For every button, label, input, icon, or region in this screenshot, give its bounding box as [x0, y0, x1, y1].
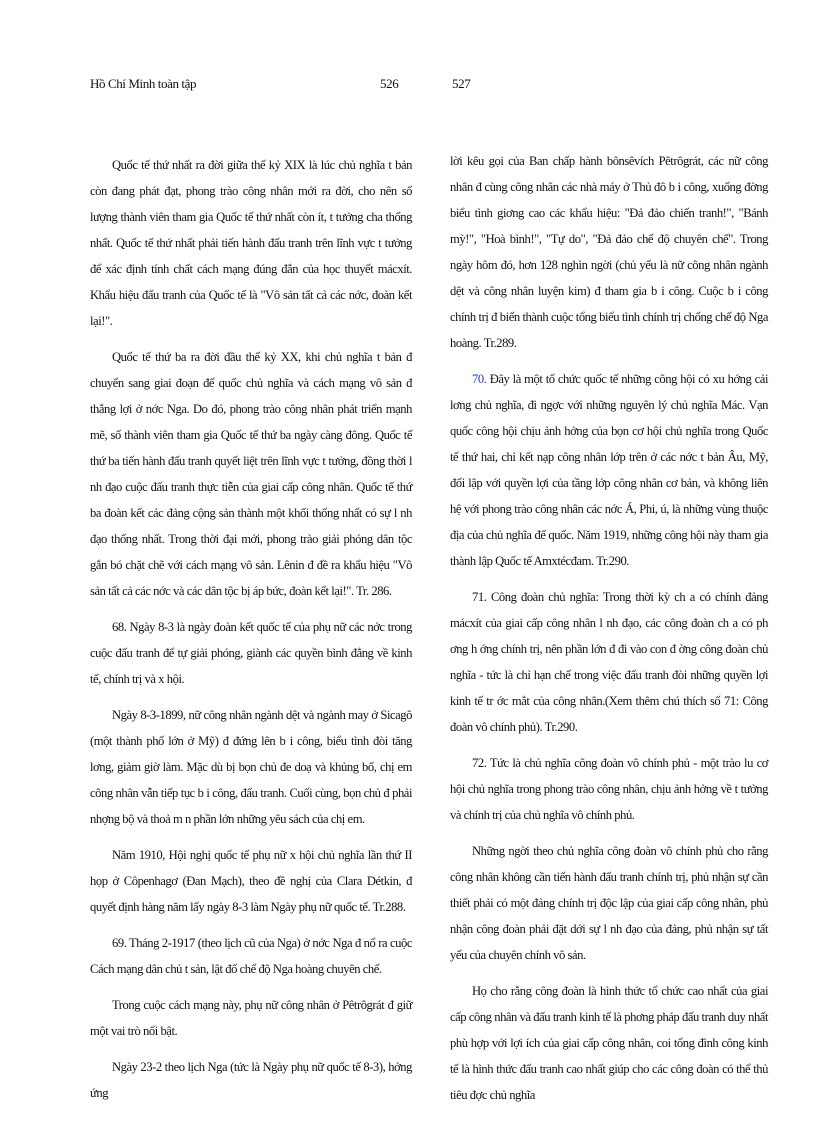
running-title: Hồ Chí Minh toàn tập — [90, 76, 197, 91]
paragraph-copenhagen-1910: Năm 1910, Hội nghị quốc tế phụ nữ x hội chủ nghĩa lần thứ II họp ở Côpenhagơ (Đan Mạch), theo đề nghị của Clara Détkin, đ quyết định hàng năm lấy ngày 8-3 làm Ngày phụ nữ quốc tế. Tr.288. — [90, 848, 412, 914]
paragraph-chicago-1899: Ngày 8-3-1899, nữ công nhân ngành dệt và ngành may ở Sicagô (một thành phố lớn ở Mỹ) đ đứng lên b i công, biểu tình đòi tăng lơng, giảm giờ làm. Mặc dù bị bọn chủ đe doạ và khủng bố, chị em công nhân vẫn tiếp tục b i công, đấu tranh. Cuối cùng, bọn chủ đ phải nhợng bộ và thoả m n phần lớn những yêu sách của chị em. — [90, 708, 412, 826]
note-68: 68. Ngày 8-3 là ngày đoàn kết quốc tế của phụ nữ các nớc trong cuộc đấu tranh để tự giải phóng, giành các quyền bình đẳng về kinh tế, chính trị và x hội. — [90, 620, 412, 686]
note-71: 71. Công đoàn chủ nghĩa: Trong thời kỳ ch a có chính đảng mácxít của giai cấp công nhân l nh đạo, các công đoàn ch a có ph ơng h ớng chính trị, nên phần lớn đ đi vào con đ ờng công đoàn chủ nghĩa - tức là chỉ hạn chế trong việc đấu tranh đòi những quyền lợi kinh tế tr ớc mắt của công nhân.(Xem thêm chú thích số 71: Công đoàn vô chính phủ). Tr.290. — [450, 590, 768, 734]
paragraph-continuation: lời kêu gọi của Ban chấp hành bônsêvích Pêtrôgrát, các nữ công nhân đ cùng công nhân các nhà máy ở Thủ đô b i công, xuống đờng biểu tình giơng cao các khẩu hiệu: "Đả đảo chiến tranh!", "Bánh mỳ!", "Hoà bình!", "Tự do", "Đả đảo chế độ chuyên chế". Trong ngày hôm đó, hơn 128 nghìn ngời (chủ yếu là nữ công nhân ngành dệt và công nhân luyện kim) đ tham gia b i công. Cuộc b i công chính trị đ biến thành cuộc tổng biểu tình chính trị chống chế độ Nga hoàng. Tr.289. — [450, 154, 768, 350]
paragraph-first-international: Quốc tế thứ nhất ra đời giữa thế kỷ XIX là lúc chủ nghĩa t bản còn đang phát đạt, phong trào công nhân mới ra đời, cho nên số lượng thành viên tham gia Quốc tế thứ nhất còn ít, t tưởng cha thống nhất. Quốc tế thứ nhất phải tiến hành đấu tranh trên lĩnh vực t tưởng để xác định tính chất cách mạng đúng đắn của học thuyết mácxít. Khẩu hiệu đấu tranh của Quốc tế là "Vô sản tất cả các nớc, đoàn kết lại!". — [90, 158, 412, 328]
paragraph-union-highest-form: Họ cho rằng công đoàn là hình thức tổ chức cao nhất của giai cấp công nhân và đấu tranh kinh tế là phơng pháp đấu tranh duy nhất phù hợp với lợi ích của giai cấp công nhân, coi tổng đình công kinh tế là hình thức đấu tranh cao nhất giúp cho các công đoàn có thể thủ tiêu đợc chủ nghĩa — [450, 984, 768, 1102]
note-70-text: Đây là một tổ chức quốc tế những công hội có xu hớng cải lơng chủ nghĩa, đi ngợc với những nguyên lý chủ nghĩa Mác. Vạn quốc công hội chịu ảnh hởng của bọn cơ hội chủ nghĩa trong Quốc tế thứ hai, chỉ kết nạp công nhân lớp trên ở các nớc t bản Âu, Mỹ, đối lập với quyền lợi của tầng lớp công nhân cơ bản, và không liên hệ với phong trào công nhân các nớc Á, Phi, ú, là những vùng thuộc địa của chủ nghĩa đế quốc. Năm 1919, những công hội này tham gia thành lập Quốc tế Amxtécđam. Tr.290. — [450, 372, 768, 568]
page-number-left: 526 — [380, 76, 399, 91]
note-70-link[interactable]: 70. — [472, 372, 487, 386]
left-column — [90, 152, 412, 1116]
right-column — [450, 148, 768, 1118]
paragraph-third-international: Quốc tế thứ ba ra đời đầu thế kỷ XX, khi chủ nghĩa t bản đ chuyển sang giai đoạn đế quốc chủ nghĩa và cách mạng vô sản đ thắng lợi ở nớc Nga. Do đó, phong trào công nhân phát triển mạnh mẽ, số thành viên tham gia Quốc tế thứ ba ngày càng đông. Quốc tế thứ ba tiến hành đấu tranh quyết liệt trên lĩnh vực t tưởng, đồng thời l nh đạo cuộc đấu tranh thực tiễn của giai cấp công nhân. Quốc tế thứ ba đoàn kết các đảng cộng sản thành một khối thống nhất có sự l nh đạo thống nhất. Trong thời đại mới, phong trào giải phóng dân tộc gắn bó chặt chẽ với cách mạng vô sản. Lênin đ đề ra khẩu hiệu "Vô sản tất cả các nớc và các dân tộc bị áp bức, đoàn kết lại!". Tr. 286. — [90, 350, 412, 598]
paragraph-petrograd-women: Trong cuộc cách mạng này, phụ nữ công nhân ở Pêtrôgrát đ giữ một vai trò nổi bật. — [90, 998, 412, 1038]
note-70 — [450, 366, 768, 574]
paragraph-anarcho-syndicalists: Những ngời theo chủ nghĩa công đoàn vô chính phủ cho rằng công nhân không cần tiến hành đấu tranh chính trị, phủ nhận sự cần thiết phải có một đảng chính trị độc lập của giai cấp công nhân, phủ nhận công đoàn phải đặt dới sự l nh đạo của đảng, phủ nhận sự tất yếu của chuyên chính vô sản. — [450, 844, 768, 962]
note-72: 72. Tức là chủ nghĩa công đoàn vô chính phủ - một trào lu cơ hội chủ nghĩa trong phong trào công nhân, chịu ảnh hởng về t tưởng và chính trị của chủ nghĩa vô chính phủ. — [450, 756, 768, 822]
note-69: 69. Tháng 2-1917 (theo lịch cũ của Nga) ở nớc Nga đ nổ ra cuộc Cách mạng dân chủ t sản, lật đổ chế độ Nga hoàng chuyên chế. — [90, 936, 412, 976]
paragraph-feb-23: Ngày 23-2 theo lịch Nga (tức là Ngày phụ nữ quốc tế 8-3), hởng ứng — [90, 1060, 412, 1100]
page-number-right: 527 — [452, 76, 471, 91]
